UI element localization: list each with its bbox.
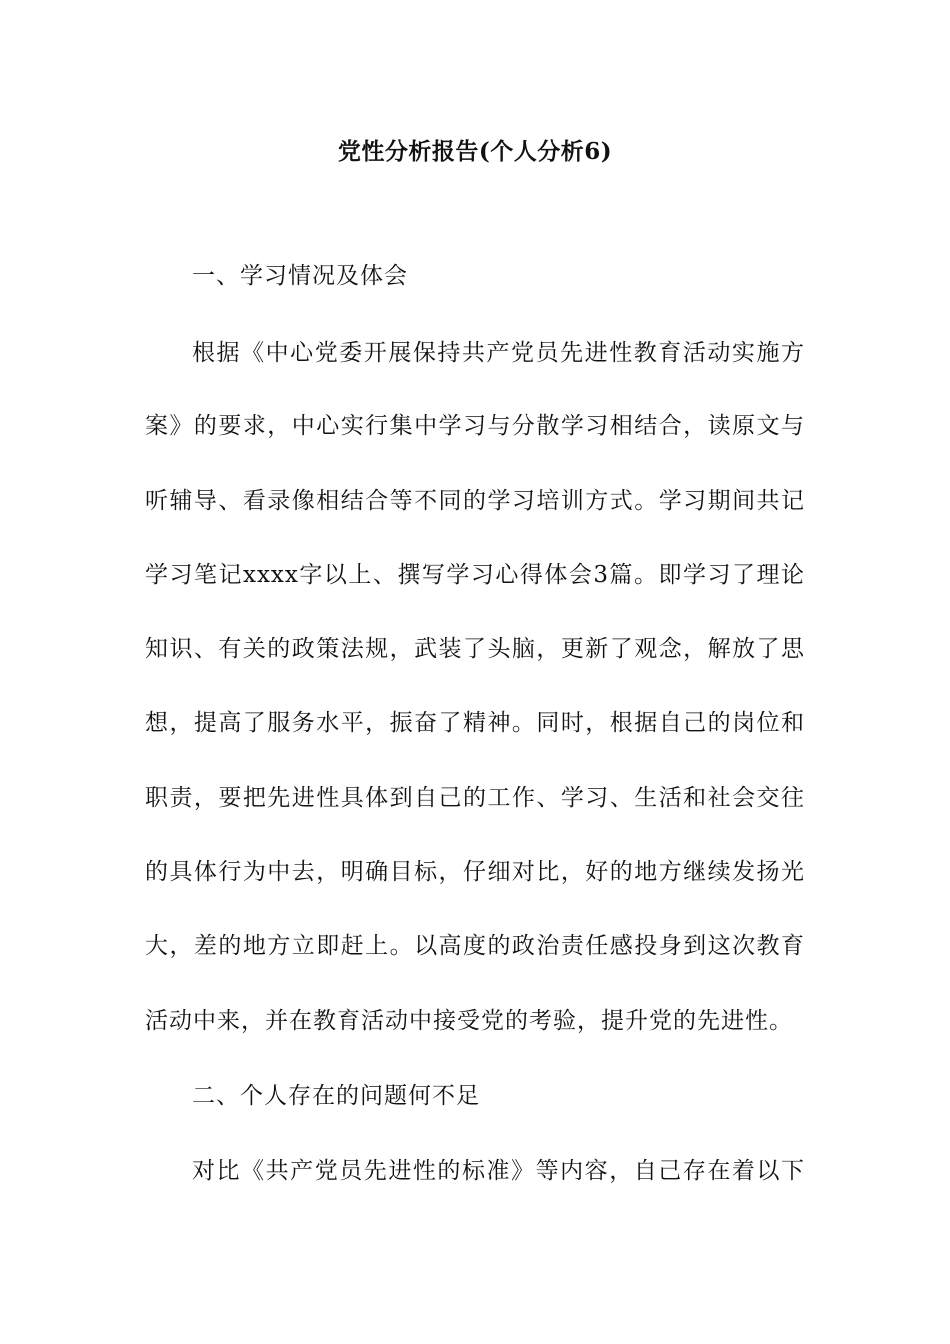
paragraph-line: 学习笔记xxxx字以上、撰写学习心得体会3篇。即学习了理论 — [145, 562, 805, 588]
paragraph-line: 听辅导、看录像相结合等不同的学习培训方式。学习期间共记 — [145, 488, 805, 514]
section-heading-1: 一、学习情况及体会 — [192, 263, 408, 289]
paragraph-line: 根据《中心党委开展保持共产党员先进性教育活动实施方 — [192, 340, 805, 366]
paragraph-line: 职责，要把先进性具体到自己的工作、学习、生活和社会交往 — [145, 785, 805, 811]
paragraph-line: 想，提高了服务水平，振奋了精神。同时，根据自己的岗位和 — [145, 710, 805, 736]
paragraph-line: 案》的要求，中心实行集中学习与分散学习相结合，读原文与 — [145, 413, 805, 439]
paragraph-line: 大，差的地方立即赶上。以高度的政治责任感投身到这次教育 — [145, 933, 805, 959]
document-title: 党性分析报告(个人分析6) — [337, 138, 613, 165]
paragraph-line: 活动中来，并在教育活动中接受党的考验，提升党的先进性。 — [145, 1008, 793, 1034]
paragraph-line: 对比《共产党员先进性的标准》等内容，自己存在着以下 — [192, 1158, 805, 1184]
paragraph-line: 知识、有关的政策法规，武装了头脑，更新了观念，解放了思 — [145, 636, 805, 662]
section-heading-2: 二、个人存在的问题何不足 — [192, 1083, 480, 1109]
paragraph-line: 的具体行为中去，明确目标，仔细对比，好的地方继续发扬光 — [145, 859, 805, 885]
